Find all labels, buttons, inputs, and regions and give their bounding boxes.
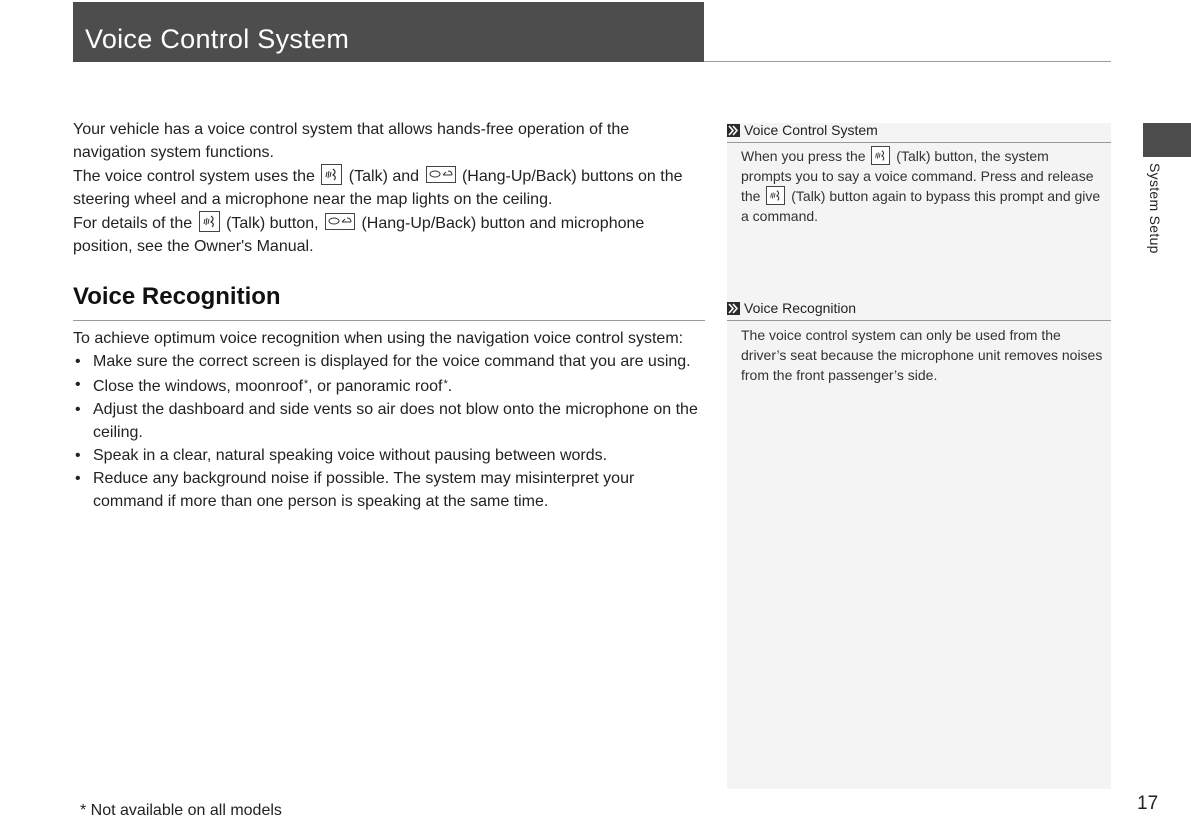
hang-up-back-button-icon xyxy=(426,166,456,183)
hang-up-back-button-icon xyxy=(325,213,355,230)
sidebar-divider xyxy=(727,142,1111,143)
intro-line-1: Your vehicle has a voice control system that allows hands-free operation of the navigation system functions. xyxy=(73,121,630,161)
sidebar-heading-voice-control: Voice Control System xyxy=(727,122,1111,138)
reference-arrow-icon xyxy=(727,124,740,137)
page-title: Voice Control System xyxy=(73,2,704,62)
recognition-lead: To achieve optimum voice recognition when using the navigation voice control system: xyxy=(73,330,684,347)
sidebar-text-voice-recognition: The voice control system can only be used from the driver’s seat because the microphone unit removes noises from the front passenger’s side. xyxy=(741,327,1103,383)
page-number: 17 xyxy=(1137,793,1159,814)
chapter-tab xyxy=(1143,123,1191,157)
list-item: • Close the windows, moonroof*, or panoramic roof*. xyxy=(73,373,705,398)
section-divider xyxy=(73,320,705,321)
sidebar-divider xyxy=(727,320,1111,321)
intro-line-3: For details of the (Talk) button, (Hang-Up/Back) button and microphone position, see the Owner's Manual. xyxy=(73,211,705,258)
footnote-asterisk: * xyxy=(443,378,448,390)
reference-arrow-icon xyxy=(727,302,740,315)
intro-text xyxy=(73,118,705,258)
intro-line-2: The voice control system uses the (Talk) and (Hang-Up/Back) buttons on the steering wheel and a microphone near the map lights on the ceiling. xyxy=(73,164,705,211)
footnote: * Not available on all models xyxy=(80,802,282,819)
list-item: • Adjust the dashboard and side vents so air does not blow onto the microphone on the ceiling. xyxy=(73,398,705,444)
talk-button-icon xyxy=(766,186,785,205)
talk-button-icon xyxy=(871,146,890,165)
section-heading-voice-recognition: Voice Recognition xyxy=(73,283,281,310)
list-item: • Make sure the correct screen is displayed for the voice command that you are using. xyxy=(73,350,705,373)
list-item: • Reduce any background noise if possible. The system may misinterpret your command if more than one person is speaking at the same time. xyxy=(73,467,705,513)
talk-button-icon xyxy=(321,164,342,185)
list-item: • Speak in a clear, natural speaking voice without pausing between words. xyxy=(73,444,705,467)
sidebar-text-voice-control: When you press the (Talk) button, the system prompts you to say a voice command. Press and release the (Talk) button again to bypass this prompt and give a command. xyxy=(741,148,1101,224)
sidebar-heading-voice-recognition: Voice Recognition xyxy=(727,300,1111,316)
title-divider xyxy=(704,61,1111,62)
chapter-tab-label: System Setup xyxy=(1147,163,1163,254)
talk-button-icon xyxy=(199,211,220,232)
footnote-asterisk: * xyxy=(303,378,309,390)
recognition-list xyxy=(73,350,705,513)
recognition-text xyxy=(73,327,705,513)
